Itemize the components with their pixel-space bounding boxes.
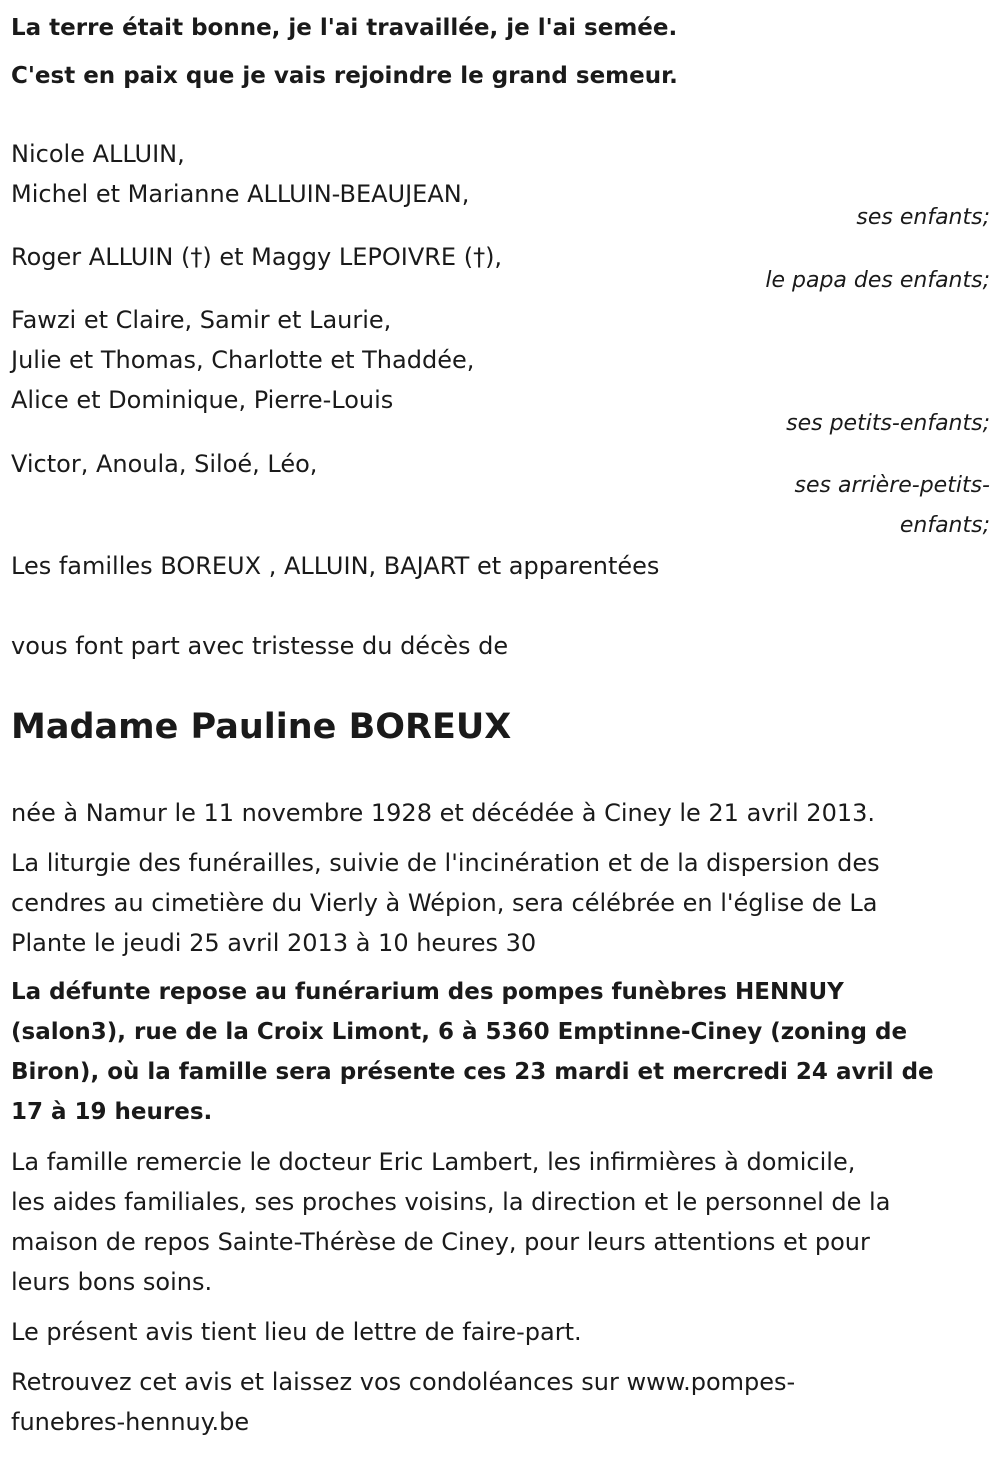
child-name: Nicole ALLUIN, — [11, 140, 185, 168]
liturgy-line: cendres au cimetière du Vierly à Wépion, sera célébrée en l'église de La — [11, 889, 878, 917]
notice-line: Le présent avis tient lieu de lettre de faire-part. — [11, 1318, 582, 1346]
birth-death-line: née à Namur le 11 novembre 1928 et décédée à Ciney le 21 avril 2013. — [11, 799, 876, 827]
website-line: Retrouvez cet avis et laissez vos condoléances sur www.pompes- — [11, 1368, 796, 1396]
announce-line: vous font part avec tristesse du décès de — [11, 632, 509, 660]
father-role: le papa des enfants; — [765, 268, 990, 293]
funerarium-line: 17 à 19 heures. — [11, 1099, 213, 1125]
funerarium-line: Biron), où la famille sera présente ces 23 mardi et mercredi 24 avril de — [11, 1059, 934, 1085]
funerarium-line: (salon3), rue de la Croix Limont, 6 à 5360 Emptinne-Ciney (zoning de — [11, 1019, 908, 1045]
father-name: Roger ALLUIN (†) et Maggy LEPOIVRE (†), — [11, 243, 503, 271]
website-line: funebres-hennuy.be — [11, 1408, 250, 1436]
child-name: Michel et Marianne ALLUIN-BEAUJEAN, — [11, 180, 470, 208]
great-grandchildren-role: ses arrière-petits- — [794, 473, 990, 498]
deceased-name: Madame Pauline BOREUX — [11, 707, 512, 747]
thanks-line: maison de repos Sainte-Thérèse de Ciney, pour leurs attentions et pour — [11, 1228, 870, 1256]
quote-line-2: C'est en paix que je vais rejoindre le grand semeur. — [11, 63, 678, 89]
thanks-line: leurs bons soins. — [11, 1268, 213, 1296]
thanks-line: La famille remercie le docteur Eric Lambert, les infirmières à domicile, — [11, 1148, 856, 1176]
grandchildren-name: Fawzi et Claire, Samir et Laurie, — [11, 306, 392, 334]
great-grandchildren-role: enfants; — [899, 513, 990, 538]
children-role: ses enfants; — [856, 205, 990, 230]
great-grandchildren-name: Victor, Anoula, Siloé, Léo, — [11, 450, 318, 478]
thanks-line: les aides familiales, ses proches voisins, la direction et le personnel de la — [11, 1188, 891, 1216]
grandchildren-name: Alice et Dominique, Pierre-Louis — [11, 386, 394, 414]
families-line: Les familles BOREUX , ALLUIN, BAJART et apparentées — [11, 552, 660, 580]
liturgy-line: La liturgie des funérailles, suivie de l'incinération et de la dispersion des — [11, 849, 880, 877]
grandchildren-role: ses petits-enfants; — [786, 411, 990, 436]
liturgy-line: Plante le jeudi 25 avril 2013 à 10 heures 30 — [11, 929, 537, 957]
funerarium-line: La défunte repose au funérarium des pompes funèbres HENNUY — [11, 979, 844, 1005]
quote-line-1: La terre était bonne, je l'ai travaillée, je l'ai semée. — [11, 15, 678, 41]
grandchildren-name: Julie et Thomas, Charlotte et Thaddée, — [11, 346, 475, 374]
